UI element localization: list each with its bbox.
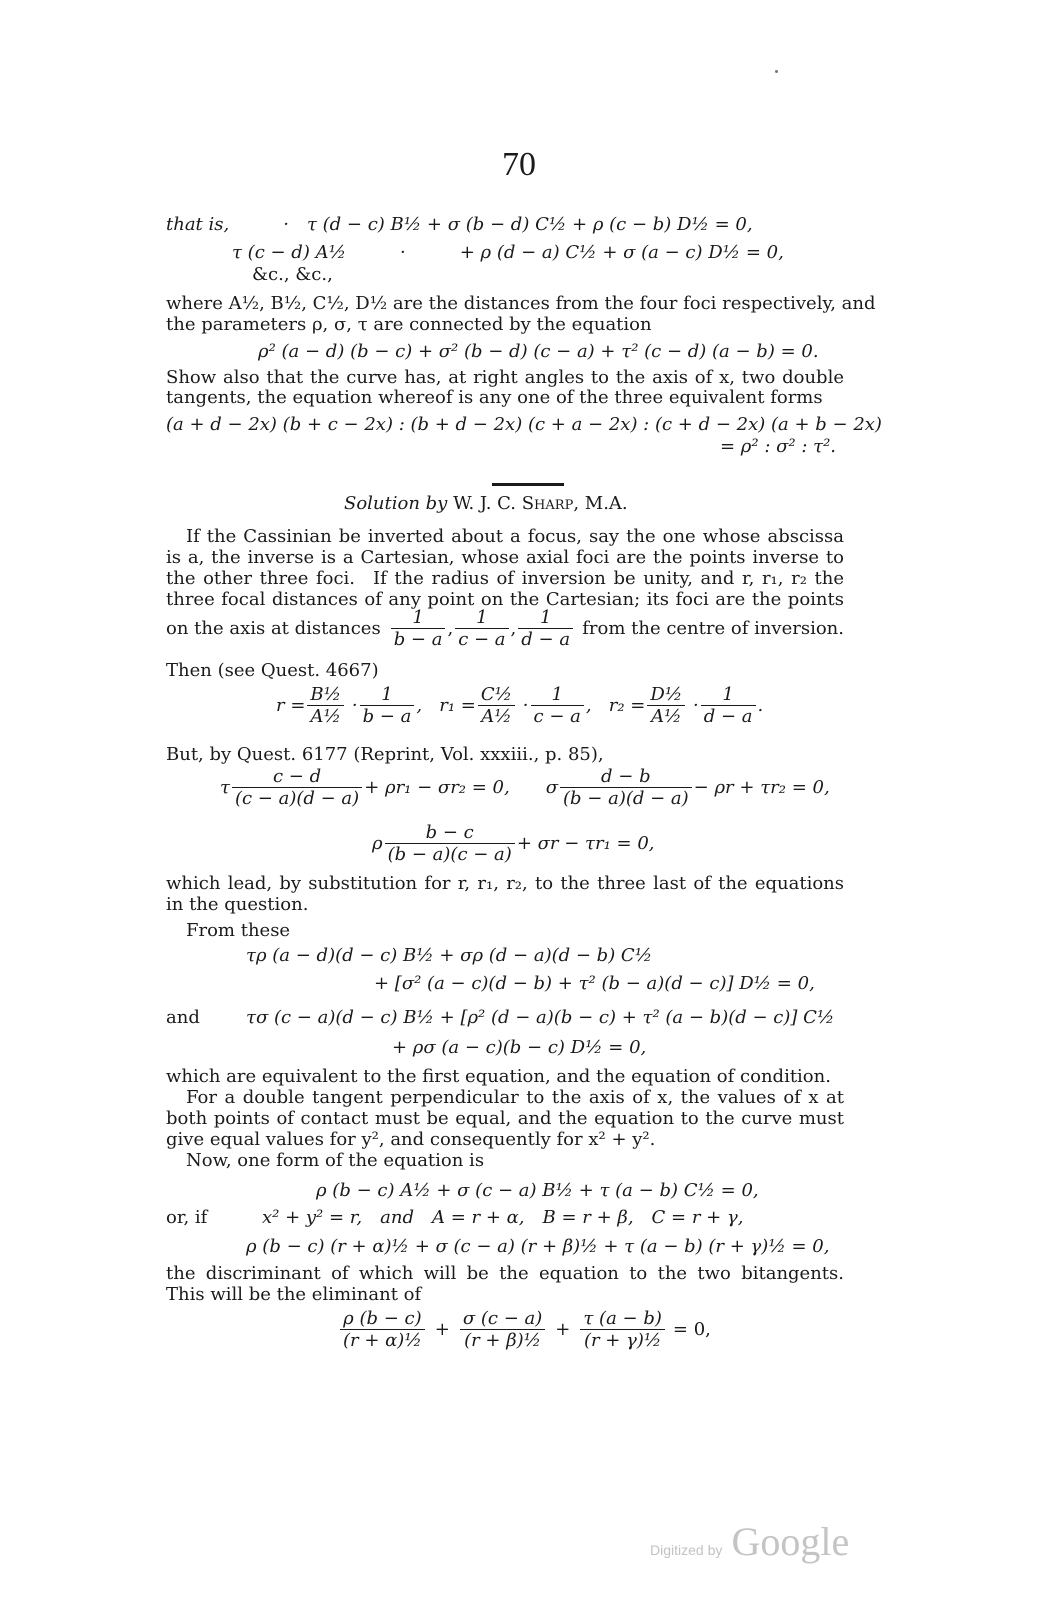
text-line: Then (see Quest. 4667) xyxy=(166,660,379,681)
fraction-b-c xyxy=(385,822,515,865)
equation-line-2: τ (c − d) A½ · + ρ (d − a) C½ + σ (a − c) D½ = 0, xyxy=(232,242,784,263)
fraction-1-over-b-a xyxy=(391,607,446,650)
r1-label: r₁ = xyxy=(439,694,476,716)
denominator: (c − a)(d − a) xyxy=(234,788,360,809)
denominator: d − a xyxy=(521,629,571,650)
equation-end: + σr − τr₁ = 0, xyxy=(516,832,655,854)
equation-middle: + ρr₁ − σr₂ = 0, σ xyxy=(364,776,559,798)
denominator: (b − a)(c − a) xyxy=(387,844,512,865)
numerator: 1 xyxy=(391,607,446,629)
r2-label: r₂ = xyxy=(608,694,646,716)
fraction-rho-term xyxy=(340,1308,425,1351)
denominator: A½ xyxy=(481,706,512,727)
derived-equation-2-cont: + ρσ (a − c)(b − c) D½ = 0, xyxy=(392,1037,647,1058)
denominator: b − a xyxy=(393,629,443,650)
derived-equation-2: τσ (c − a)(d − c) B½ + [ρ² (d − a)(b − c) + τ² (a − b)(d − c)] C½ xyxy=(246,1007,835,1028)
fraction-tau-term xyxy=(580,1308,665,1351)
fraction-1-over-d-a xyxy=(701,684,756,727)
derived-equation-1-cont: + [σ² (a − c)(d − b) + τ² (b − a)(d − c)] D½ = 0, xyxy=(374,973,815,994)
text-line: the discriminant of which will be the equation to the two bitangents. xyxy=(166,1263,844,1284)
denominator: (r + γ)½ xyxy=(583,1330,662,1351)
plus-sign: + xyxy=(434,1318,450,1340)
and-label: and xyxy=(166,1007,200,1028)
numerator: D½ xyxy=(647,684,685,706)
numerator: 1 xyxy=(531,684,584,706)
text-line: which are equivalent to the first equation, and the equation of condition. xyxy=(166,1066,831,1087)
fraction-B-over-A xyxy=(307,684,344,727)
numerator: C½ xyxy=(478,684,515,706)
or-if-label: or, if xyxy=(166,1207,208,1228)
text-line: the other three foci. If the radius of inversion be unity, and r, r₁, r₂ the xyxy=(166,568,844,589)
r-label: r = xyxy=(276,694,306,716)
watermark-small-text: Digitized by xyxy=(650,1542,723,1558)
text-line: the parameters ρ, σ, τ are connected by the equation xyxy=(166,314,652,335)
text-line: give equal values for y², and consequently for x² + y². xyxy=(166,1129,656,1150)
denominator: c − a xyxy=(533,706,581,727)
coefficient: ρ xyxy=(372,832,383,854)
numerator: 1 xyxy=(360,684,415,706)
curve-equation: ρ (b − c) A½ + σ (c − a) B½ + τ (a − b) C½ = 0, xyxy=(316,1180,759,1201)
fraction-D-over-A xyxy=(647,684,685,727)
distances-line: on the axis at distances $\frac{1}{b - a}$ , $\frac{1}{c - a}$ , $\frac{1}{d - a}$ from the centre of inversion. xyxy=(166,607,844,650)
equation-end: = 0, xyxy=(672,1318,711,1340)
denominator: (r + α)½ xyxy=(343,1330,422,1351)
text-line: in the question. xyxy=(166,894,309,915)
radical-equation: ρ (b − c) (r + α)½ + σ (c − a) (r + β)½ + τ (a − b) (r + γ)½ = 0, xyxy=(246,1236,830,1257)
page-number: 70 xyxy=(502,146,536,183)
tangent-equation: (a + d − 2x) (b + c − 2x) : (b + d − 2x) (c + a − 2x) : (c + d − 2x) (a + b − 2x) xyxy=(166,414,882,435)
text-line: tangents, the equation whereof is any one of the three equivalent forms xyxy=(166,387,823,408)
etc-line: &c., &c., xyxy=(252,264,333,285)
focal-distance-equations: r = $\frac{\text{B½}}{\text{A½}}$ · $\frac{1}{b - a}$ , r₁ = $\frac{\text{C½}}{\text{A½}}$ · $\frac{1}{c - a}$ , r₂ = $\frac{\text{D½}}{\text{A½}}$ · $\frac{1}{d - a}$ . xyxy=(276,684,764,727)
text-line: For a double tangent perpendicular to the axis of x, the values of x at xyxy=(186,1087,844,1108)
fraction-c-d xyxy=(232,766,362,809)
text-line: From these xyxy=(186,920,291,941)
denominator: (b − a)(d − a) xyxy=(563,788,689,809)
numerator: B½ xyxy=(307,684,344,706)
text-line: both points of contact must be equal, and the equation to the curve must xyxy=(166,1108,844,1129)
quest-equations-row-2 xyxy=(372,822,655,865)
numerator: d − b xyxy=(560,766,692,788)
text-line: is a, the inverse is a Cartesian, whose axial foci are the points inverse to xyxy=(166,547,844,568)
numerator: 1 xyxy=(455,607,508,629)
text-line: where A½, B½, C½, D½ are the distances from the four foci respectively, and xyxy=(166,293,876,314)
coefficient: τ xyxy=(220,776,230,798)
text-line: which lead, by substitution for r, r₁, r₂, to the three last of the equations xyxy=(166,873,844,894)
numerator: 1 xyxy=(518,607,573,629)
numerator: ρ (b − c) xyxy=(340,1308,425,1330)
denominator: d − a xyxy=(703,706,753,727)
solution-heading xyxy=(344,493,628,515)
tangent-equation-cont: = ρ² : σ² : τ². xyxy=(720,436,837,457)
scan-speck xyxy=(775,70,778,73)
text-line: Now, one form of the equation is xyxy=(186,1150,485,1171)
section-rule xyxy=(492,483,564,486)
denominator: A½ xyxy=(651,706,682,727)
text-line: three focal distances of any point on the Cartesian; its foci are the points xyxy=(166,589,844,610)
fraction-d-b xyxy=(560,766,692,809)
fraction-1-over-d-a xyxy=(518,607,573,650)
text-line: This will be the eliminant of xyxy=(166,1284,422,1305)
text-line: If the Cassinian be inverted about a focus, say the one whose abscissa xyxy=(186,526,844,547)
solution-author: W. J. C. Sharp, M.A. xyxy=(453,493,628,514)
equation-end: − ρr + τr₂ = 0, xyxy=(693,776,830,798)
text-line: Show also that the curve has, at right angles to the axis of x, two double xyxy=(166,367,844,388)
digitized-watermark xyxy=(650,1518,849,1565)
denominator: A½ xyxy=(310,706,341,727)
condition-equation: ρ² (a − d) (b − c) + σ² (b − d) (c − a) + τ² (c − d) (a − b) = 0. xyxy=(258,341,819,362)
derived-equation-1: τρ (a − d)(d − c) B½ + σρ (d − a)(d − b) C½ xyxy=(246,945,653,966)
watermark-logo-text: Google xyxy=(731,1519,850,1564)
quest-equations-row-1 xyxy=(220,766,830,809)
fraction-1-over-c-a xyxy=(455,607,508,650)
numerator: c − d xyxy=(232,766,362,788)
equation-line-1: that is, · τ (d − c) B½ + σ (b − d) C½ + ρ (c − b) D½ = 0, xyxy=(166,214,753,235)
denominator: (r + β)½ xyxy=(464,1330,542,1351)
plus-sign: + xyxy=(555,1318,571,1340)
text-fragment: from the centre of inversion. xyxy=(582,617,844,639)
eliminant-equation xyxy=(338,1308,711,1351)
numerator: τ (a − b) xyxy=(580,1308,665,1330)
numerator: b − c xyxy=(385,822,515,844)
text-line: But, by Quest. 6177 (Reprint, Vol. xxxiii., p. 85), xyxy=(166,744,604,765)
denominator: b − a xyxy=(362,706,412,727)
fraction-1-over-c-a xyxy=(531,684,584,727)
fraction-sigma-term xyxy=(460,1308,545,1351)
denominator: c − a xyxy=(458,629,506,650)
substitution-equation: x² + y² = r, and A = r + α, B = r + β, C = r + γ, xyxy=(262,1207,744,1228)
text-fragment: on the axis at distances xyxy=(166,617,381,639)
numerator: 1 xyxy=(701,684,756,706)
fraction-C-over-A xyxy=(478,684,515,727)
fraction-1-over-b-a xyxy=(360,684,415,727)
numerator: σ (c − a) xyxy=(460,1308,545,1330)
solution-label: Solution by xyxy=(344,493,448,514)
